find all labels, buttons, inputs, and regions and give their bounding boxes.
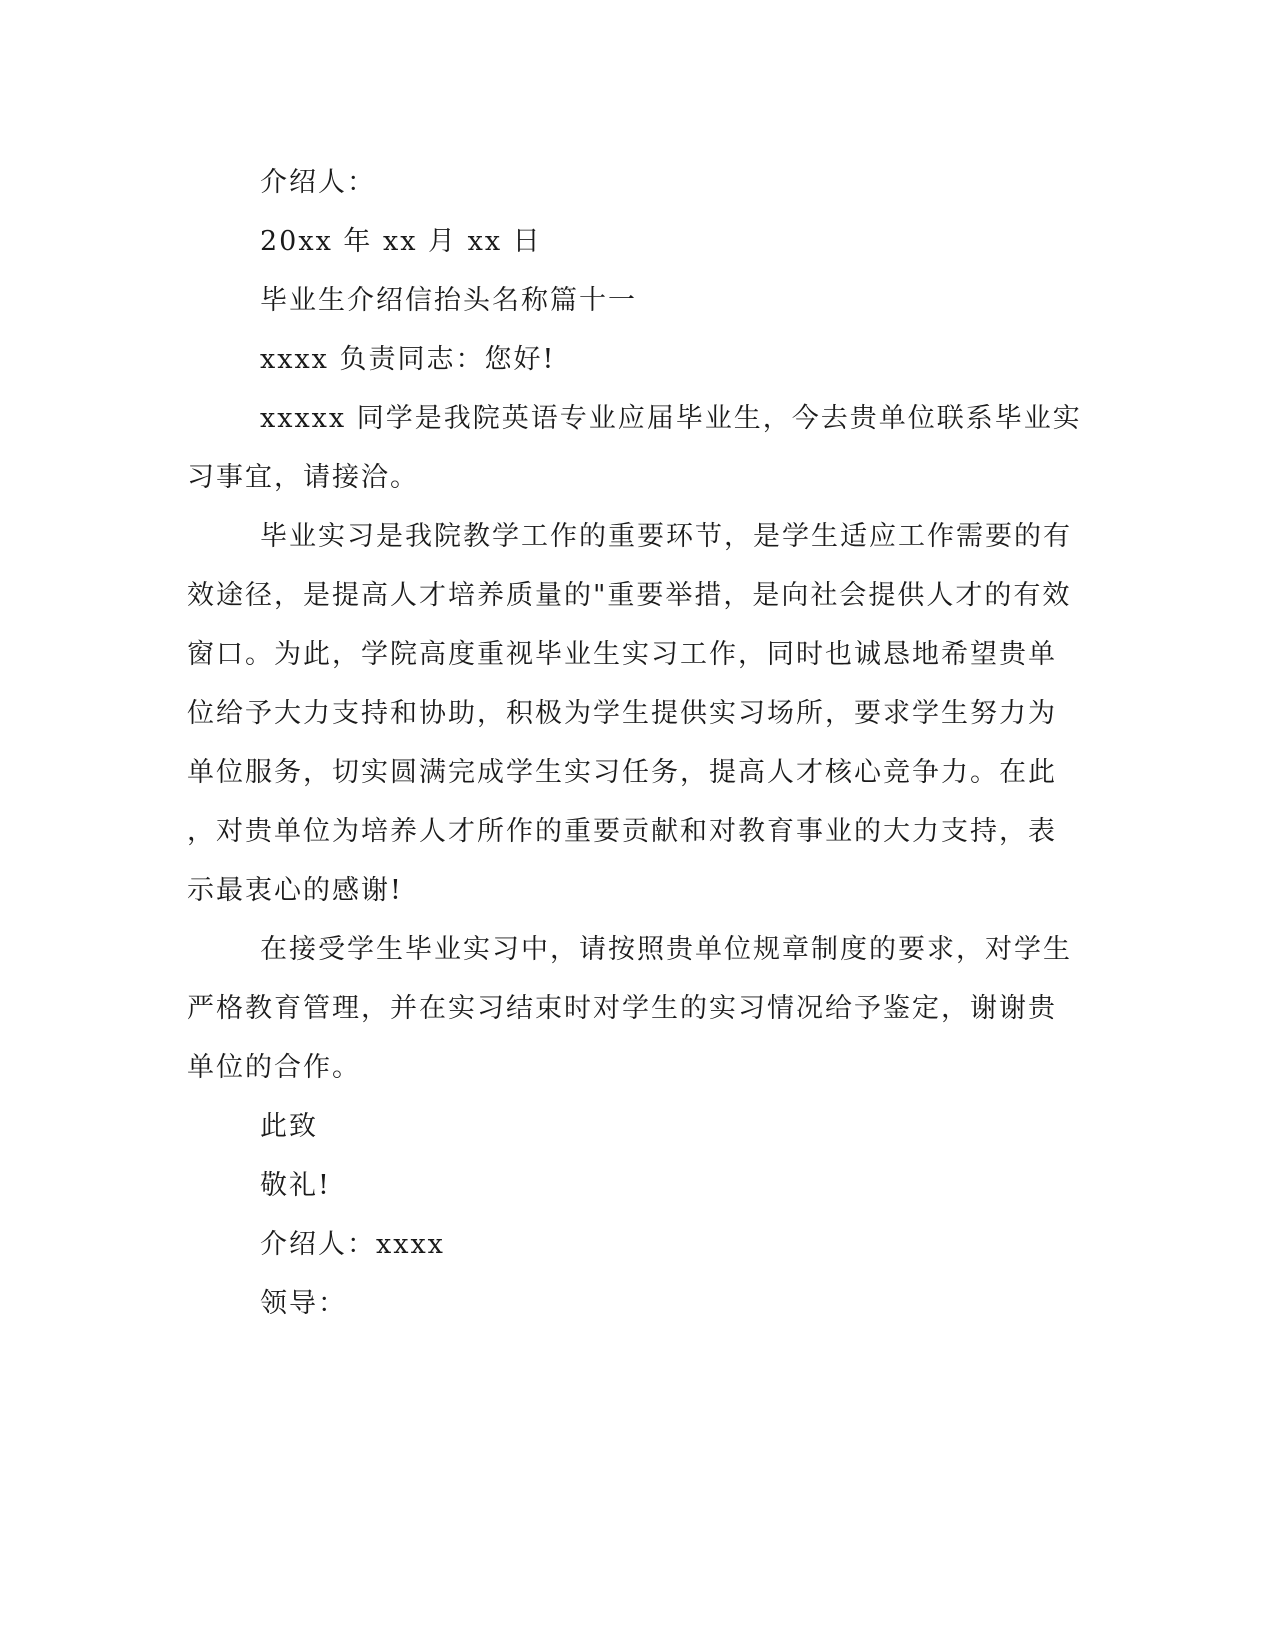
paragraph-line: 毕业实习是我院教学工作的重要环节，是学生适应工作需要的有 [260,521,1072,552]
paragraph-line: 效途径，是提高人才培养质量的"重要举措，是向社会提供人才的有效 [187,580,1072,611]
introducer-label: 介绍人： [260,167,376,198]
paragraph-line: 在接受学生毕业实习中，请按照贵单位规章制度的要求，对学生 [260,934,1072,965]
section-heading: 毕业生介绍信抬头名称篇十一 [260,285,637,316]
leader-signature: 领导： [260,1288,347,1319]
paragraph-line: 习事宜，请接洽。 [187,462,419,493]
closing-salute: 敬礼! [260,1170,331,1201]
date-line: 20xx 年 xx 月 xx 日 [260,226,542,257]
paragraph-line: 窗口。为此，学院高度重视毕业生实习工作，同时也诚恳地希望贵单 [187,639,1057,670]
paragraph-line: ，对贵单位为培养人才所作的重要贡献和对教育事业的大力支持，表 [187,816,1057,847]
closing-phrase: 此致 [260,1111,318,1142]
introducer-signature: 介绍人：xxxx [260,1229,445,1260]
paragraph-line: 位给予大力支持和协助，积极为学生提供实习场所，要求学生努力为 [187,698,1057,729]
paragraph-line: xxxxx 同学是我院英语专业应届毕业生，今去贵单位联系毕业实 [260,403,1082,434]
paragraph-line: 单位服务，切实圆满完成学生实习任务，提高人才核心竞争力。在此 [187,757,1057,788]
paragraph-line: 严格教育管理，并在实习结束时对学生的实习情况给予鉴定，谢谢贵 [187,993,1057,1024]
salutation: xxxx 负责同志：您好! [260,344,556,375]
paragraph-line: 示最衷心的感谢! [187,875,403,906]
paragraph-line: 单位的合作。 [187,1052,361,1083]
